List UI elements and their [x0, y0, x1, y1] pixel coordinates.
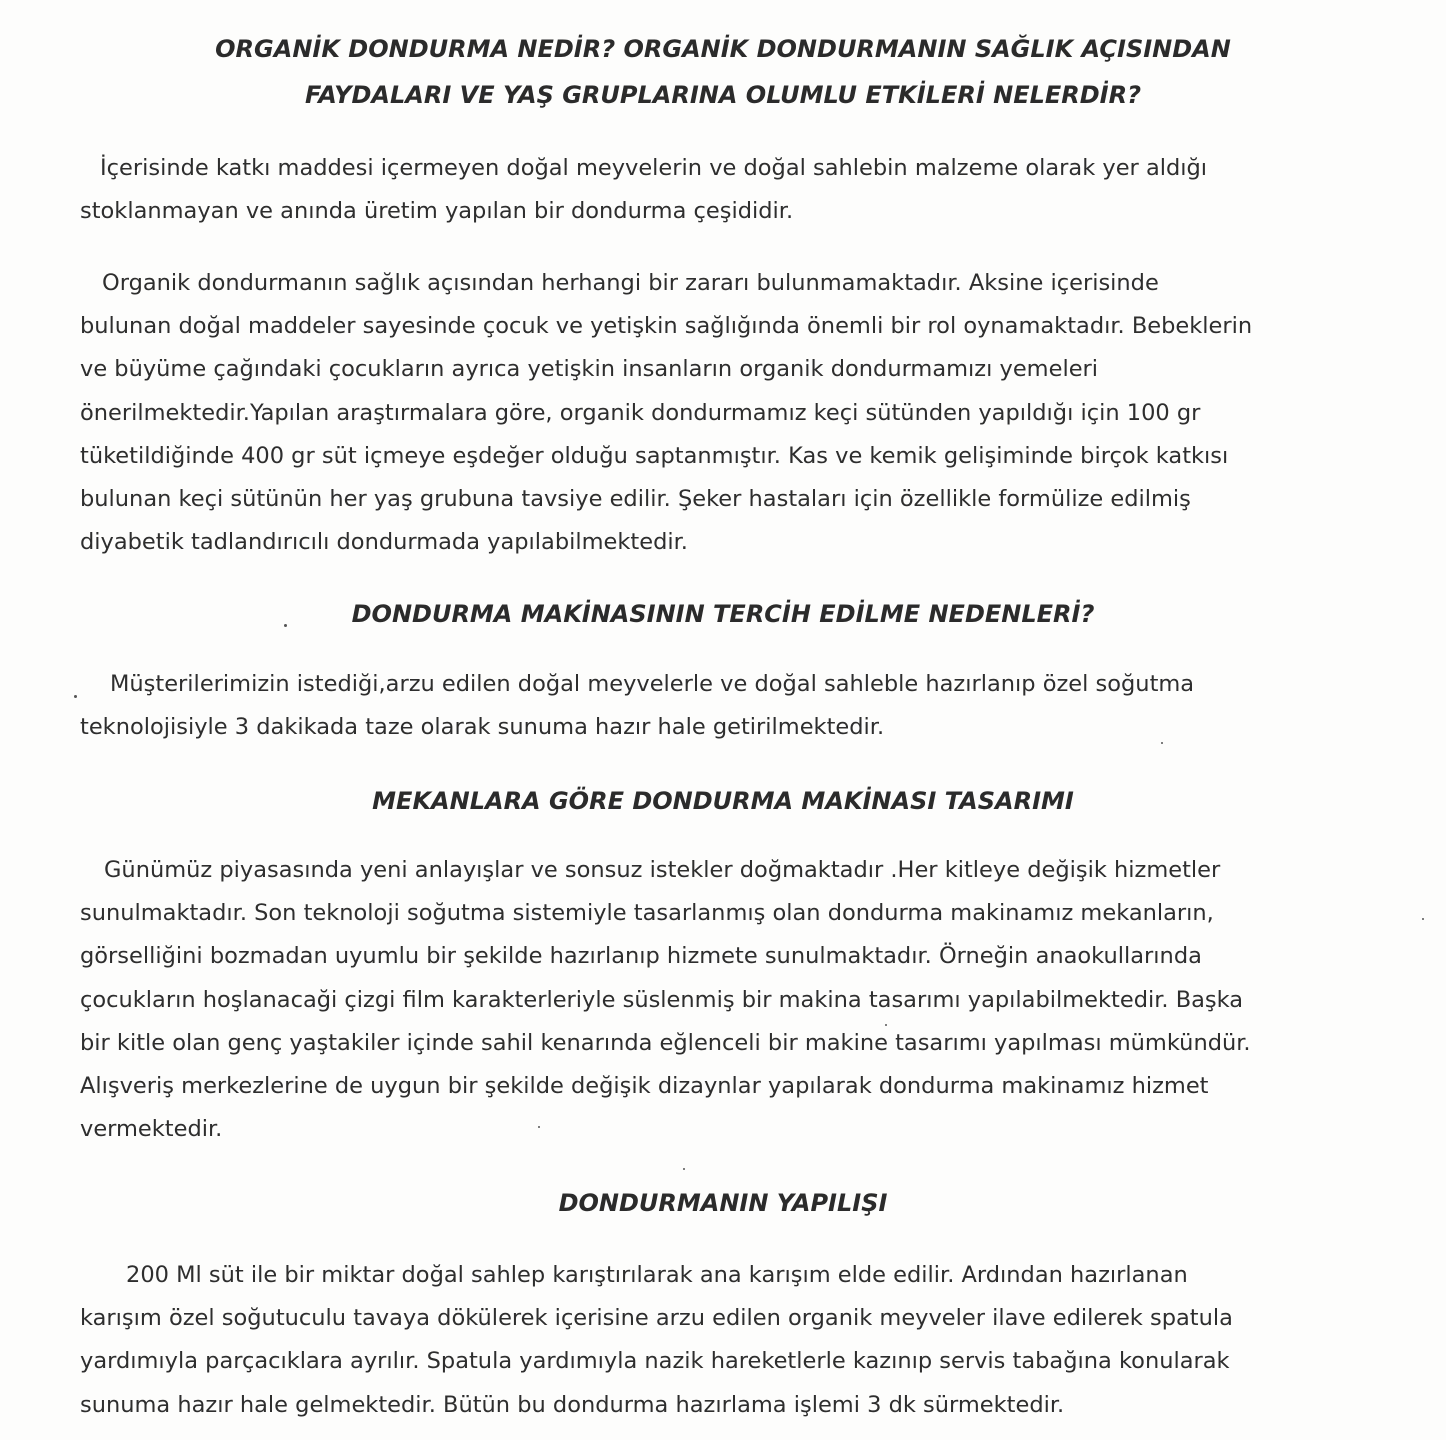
- main-title: [0, 27, 1446, 117]
- paragraph-line: vermektedir.: [80, 1116, 223, 1143]
- paragraph-line: ve büyüme çağındaki çocukların ayrıca yetişkin insanların organik dondurmamızı yemeleri: [80, 356, 1099, 383]
- paragraph-line: Günümüz piyasasında yeni anlayışlar ve sonsuz istekler doğmaktadır .Her kitleye değişik hizmetler: [104, 857, 1221, 883]
- paragraph-line: bulunan keçi sütünün her yaş grubuna tavsiye edilir. Şeker hastaları için özellikle formülize edilmiş: [80, 486, 1191, 513]
- paragraph-line: bulunan doğal maddeler sayesinde çocuk ve yetişkin sağlığında önemli bir rol oynamaktadır. Bebeklerin: [80, 313, 1253, 340]
- paragraph-line: sunulmaktadır. Son teknoloji soğutma sistemiyle tasarlanmış olan dondurma makinamız mekanların,: [80, 900, 1214, 927]
- intro-paragraph: [80, 147, 1380, 233]
- section-heading-machine: DONDURMA MAKİNASININ TERCİH EDİLME NEDENLERİ?: [351, 600, 1095, 628]
- scan-speck: [1161, 742, 1163, 744]
- section-heading-making: DONDURMANIN YAPILIŞI: [558, 1189, 888, 1217]
- paragraph-line: teknolojisiyle 3 dakikada taze olarak sunuma hazır hale getirilmektedir.: [80, 714, 885, 741]
- scan-speck: [74, 695, 77, 698]
- paragraph-line: bir kitle olan genç yaştakiler içinde sahil kenarında eğlenceli bir makine tasarımı yapılması mümkündür.: [80, 1029, 1251, 1056]
- making-paragraph: [80, 1254, 1380, 1427]
- paragraph-line: stoklanmayan ve anında üretim yapılan bir dondurma çeşididir.: [80, 198, 794, 225]
- machine-paragraph: [80, 663, 1380, 749]
- paragraph-line: çocukların hoşlanacaği çizgi film karakterleriyle süslenmiş bir makina tasarımı yapılabilmektedir. Başka: [80, 986, 1244, 1013]
- scan-speck: [538, 1126, 540, 1128]
- paragraph-line: Organik dondurmanın sağlık açısından herhangi bir zararı bulunmamaktadır. Aksine içerisinde: [102, 270, 1159, 296]
- main-title-line-1: ORGANİK DONDURMA NEDİR? ORGANİK DONDURMANIN SAĞLIK AÇISINDAN: [215, 35, 1231, 63]
- main-title-line-2: FAYDALARI VE YAŞ GRUPLARINA OLUMLU ETKİLERİ NELERDİR?: [304, 81, 1142, 109]
- paragraph-line: yardımıyla parçacıklara ayrılır. Spatula yardımıyla nazik hareketlerle kazınıp servis tabağına konularak: [80, 1348, 1230, 1375]
- health-paragraph: [80, 262, 1380, 564]
- paragraph-line: karışım özel soğutuculu tavaya dökülerek içerisine arzu edilen organik meyveler ilave edilerek spatula: [80, 1305, 1233, 1332]
- paragraph-line: görselliğini bozmadan uyumlu bir şekilde hazırlanıp hizmete sunulmaktadır. Örneğin anaokullarında: [80, 943, 1202, 970]
- paragraph-line: diyabetik tadlandırıcılı dondurmada yapılabilmektedir.: [80, 529, 688, 556]
- scan-speck: [284, 624, 287, 627]
- paragraph-line: önerilmektedir.Yapılan araştırmalara göre, organik dondurmamız keçi sütünden yapıldığı için 100 gr: [80, 399, 1201, 426]
- paragraph-line: sunuma hazır hale gelmektedir. Bütün bu dondurma hazırlama işlemi 3 dk sürmektedir.: [80, 1391, 1065, 1418]
- scan-speck: [1422, 918, 1424, 920]
- section-heading-design: MEKANLARA GÖRE DONDURMA MAKİNASI TASARIMI: [372, 787, 1074, 815]
- scan-speck: [885, 1024, 887, 1026]
- paragraph-line: Müşterilerimizin istediği,arzu edilen doğal meyvelerle ve doğal sahleble hazırlanıp özel soğutma: [110, 671, 1195, 697]
- paragraph-line: Alışveriş merkezlerine de uygun bir şekilde değişik dizaynlar yapılarak dondurma makinamız hizmet: [80, 1073, 1209, 1100]
- scan-speck: [683, 1168, 685, 1170]
- paragraph-line: 200 Ml süt ile bir miktar doğal sahlep karıştırılarak ana karışım elde edilir. Ardından hazırlanan: [126, 1262, 1188, 1288]
- paragraph-line: İçerisinde katkı maddesi içermeyen doğal meyvelerin ve doğal sahlebin malzeme olarak yer aldığı: [100, 155, 1208, 181]
- design-paragraph: [80, 849, 1380, 1151]
- paragraph-line: tüketildiğinde 400 gr süt içmeye eşdeğer olduğu saptanmıştır. Kas ve kemik gelişiminde birçok katkısı: [80, 442, 1229, 469]
